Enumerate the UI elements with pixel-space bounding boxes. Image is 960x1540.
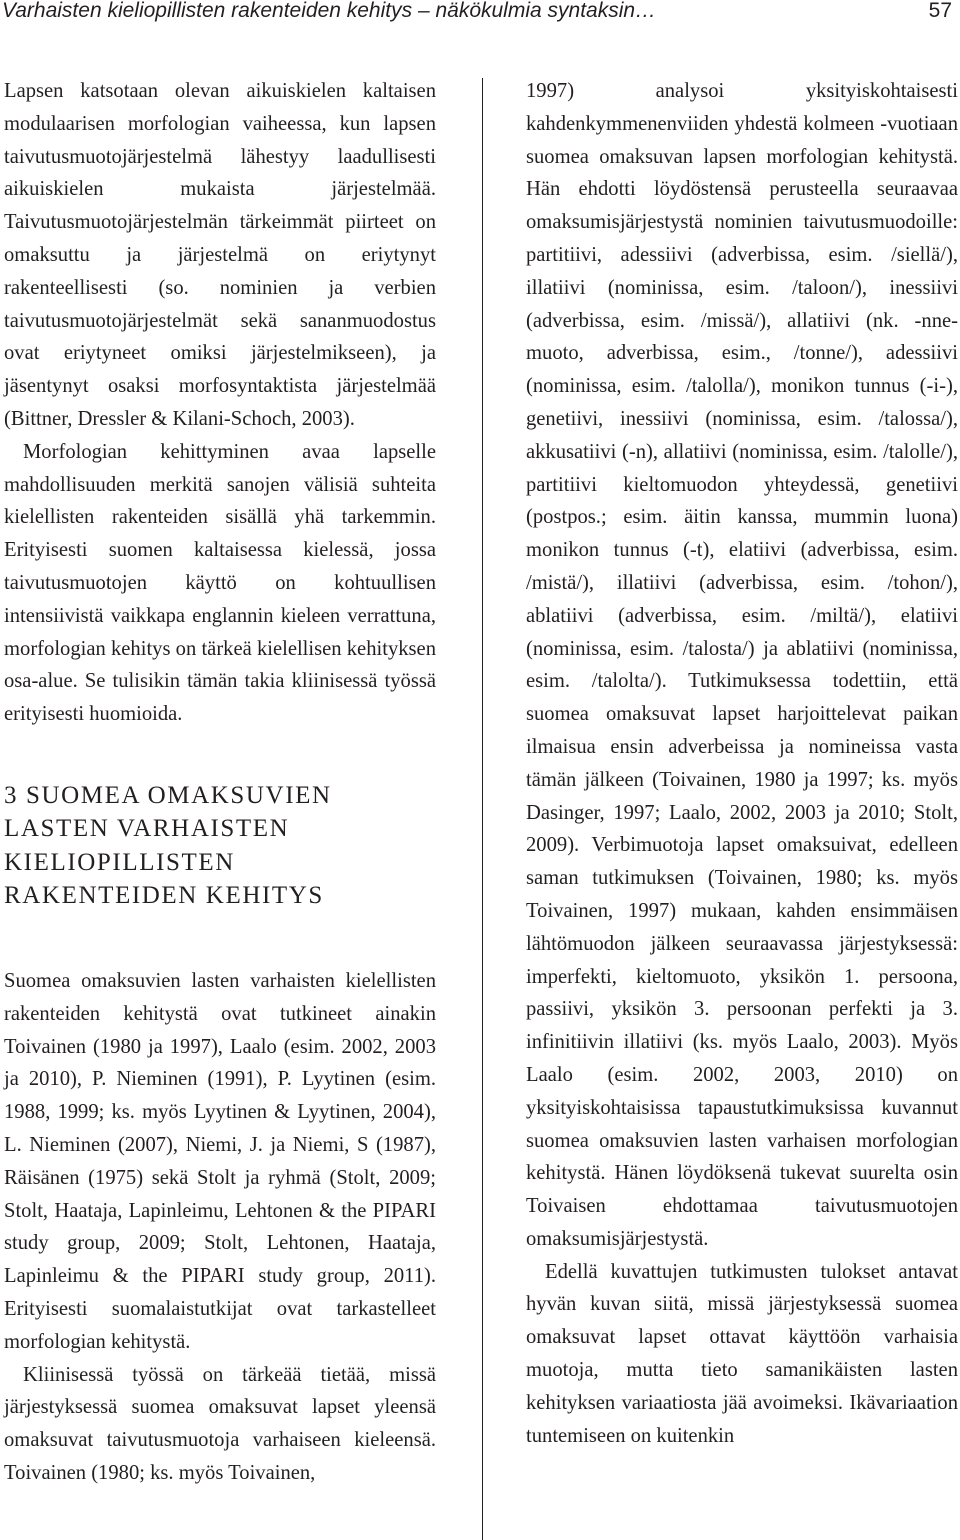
- left-paragraph-4: Kliinisessä työssä on tärkeää tietää, missä järjestyksessä suomea omaksuvat lapset yleensä omaksuvat taivutusmuotoja varhaiseen kieleensä. Toivainen (1980; ks. myös Toivainen,: [4, 1363, 436, 1484]
- left-paragraph-3: Suomea omaksuvien lasten varhaisten kielellisten rakenteiden kehitystä ovat tutkineet ainakin Toivainen (1980 ja 1997), Laalo (esim. 2002, 2003 ja 2010), P. Nieminen (1991), P. Lyytinen (esim. 1988, 1999; ks. myös Lyytinen & Lyytinen, 2004), L. Nieminen (2007), Niemi, J. ja Niemi, S (1987), Räisänen (1975) sekä Stolt ja ryhmä (Stolt, 2009; Stolt, Haataja, Lapinleimu, Lehtonen & the PIPARI study group, 2009; Stolt, Lehtonen, Haataja, Lapinleimu & the PIPARI study group, 2011). Erityisesti suomalaistutkijat ovat tarkastelleet morfologian kehitystä.: [4, 969, 436, 1353]
- running-head: [0, 0, 954, 28]
- right-column: [526, 75, 958, 1452]
- right-paragraph-1: 1997) analysoi yksityiskohtaisesti kahdenkymmenenviiden yhdestä kolmeen -vuotiaan suomea omaksuvan lapsen morfologian kehitystä. Hän ehdotti löydöstensä perusteella seuraavaa omaksumisjärjestystä nominien taivutusmuodoille: partitiivi, adessiivi (adverbissa, esim. /siellä/), illatiivi (nominissa, esim. /taloon/), inessiivi (adverbissa, esim. /missä/), allatiivi (nk. -nne-muoto, adverbissa, esim., /tonne/), adessiivi (nominissa, esim. /talolla/), monikon tunnus (-i-), genetiivi, inessiivi (nominissa, esim. /talossa/), akkusatiivi (-n), allatiivi (nominissa, esim. /talolle/), partitiivi kieltomuodon yhteydessä, genetiivi (postpos.; esim. äitin kanssa, mummin luona) monikon tunnus (-t), elatiivi (adverbissa, esim. /mistä/), illatiivi (adverbissa, esim. /tohon/), ablatiivi (adverbissa, esim. /miltä/), elatiivi (nominissa, esim. /talosta/) ja ablatiivi (nominissa, esim. /talolta/). Tutkimuksessa todettiin, että suomea omaksuvat lapset harjoittelevat paikan ilmaisua ensin adverbeissa ja nomineissa vasta tämän jälkeen (Toivainen, 1980 ja 1997; ks. myös Dasinger, 1997; Laalo, 2002, 2003 ja 2010; Stolt, 2009). Verbimuotoja lapset omaksuivat, edelleen saman tutkimuksen (Toivainen, 1980; ks. myös Toivainen, 1997) mukaan, kahden ensimmäisen lähtömuodon jälkeen seuraavassa järjestyksessä: imperfekti, kieltomuoto, yksikön 1. persoona, passiivi, yksikön 3. persoonan perfekti ja 3. infinitiivin illatiivi (ks. myös Laalo, 2003). Myös Laalo (esim. 2002, 2003, 2010) on yksityiskohtaisissa tapaustutkimuksissa kuvannut suomea omaksuvien lasten varhaisen morfologian kehitystä. Hänen löydöksenä tukevat suurelta osin Toivaisen ehdottamaa taivutusmuotojen omaksumisjärjestystä.: [526, 80, 958, 1250]
- section-heading: 3 SUOMEA OMAKSUVIEN LASTEN VARHAISTEN KIELIOPILLISTEN RAKENTEIDEN KEHITYS: [4, 781, 332, 910]
- page-number: 57: [928, 0, 952, 22]
- left-paragraph-1: Lapsen katsotaan olevan aikuiskielen kaltaisen modulaarisen morfologian vaiheessa, kun lapsen taivutusmuotojärjestelmä lähestyy laadullisesti aikuiskielen mukaista järjestelmää. Taivutusmuotojärjestelmän tärkeimmät piirteet on omaksuttu ja järjestelmä on eriytynyt rakenteellisesti (so. nominien ja verbien taivutusmuotojärjestelmät sekä sananmuodostus ovat eriytyneet omiksi järjestelmikseen), ja jäsentynyt osaksi morfosyntaktista järjestelmää (Bittner, Dressler & Kilani-Schoch, 2003).: [4, 80, 436, 430]
- column-divider: [482, 78, 483, 1540]
- running-head-title: Varhaisten kieliopillisten rakenteiden kehitys – näkökulmia syntaksin…: [2, 0, 657, 22]
- right-paragraph-2: Edellä kuvattujen tutkimusten tulokset antavat hyvän kuvan siitä, missä järjestyksessä suomea omaksuvat lapset ottavat käyttöön varhaisia muotoja, mutta tieto samanikäisten lasten kehityksen variaatiosta jää avoimeksi. Ikävariaation tuntemiseen on kuitenkin: [526, 1260, 958, 1447]
- left-paragraph-2: Morfologian kehittyminen avaa lapselle mahdollisuuden merkitä sanojen välisiä suhteita kielellisten rakenteiden sisällä yhä tarkemmin. Erityisesti suomen kaltaisessa kielessä, jossa taivutusmuotojen käyttö on kohtuullisen intensiivistä vaikkapa englannin kieleen verrattuna, morfologian kehitys on tärkeä kielellisen kehityksen osa-alue. Se tulisikin tämän takia kliinisessä työssä erityisesti huomioida.: [4, 440, 436, 726]
- left-column: [4, 75, 436, 1490]
